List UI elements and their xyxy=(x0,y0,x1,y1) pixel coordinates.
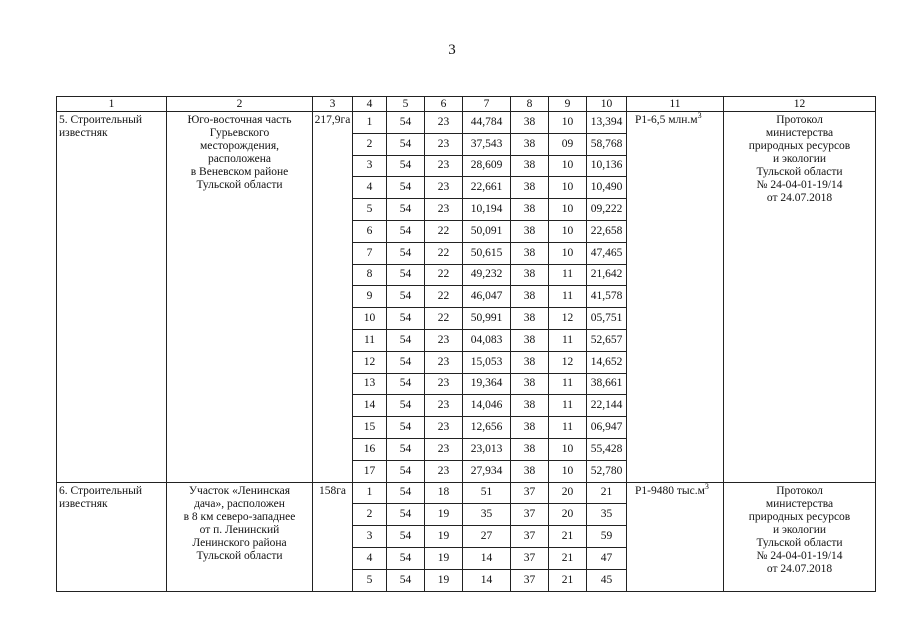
coordinate-cell: 38 xyxy=(511,264,549,286)
resource-estimate xyxy=(627,482,724,591)
deposit-location-line: в 8 км северо-западнее xyxy=(183,510,296,523)
coordinate-cell: 4 xyxy=(353,547,387,569)
table-body xyxy=(57,112,876,592)
coordinate-cell: 10 xyxy=(549,242,587,264)
coordinate-cell: 54 xyxy=(387,220,425,242)
header-cell: 9 xyxy=(549,97,587,112)
coordinate-cell: 38 xyxy=(511,308,549,330)
coordinate-cell: 54 xyxy=(387,351,425,373)
coordinate-cell: 38 xyxy=(511,460,549,482)
coordinate-cell: 46,047 xyxy=(463,286,511,308)
deposit-area xyxy=(313,482,353,591)
coordinate-cell: 54 xyxy=(387,438,425,460)
coordinate-cell: 10 xyxy=(549,199,587,221)
deposit-location-line: Гурьевского xyxy=(209,127,270,139)
coordinate-cell: 51 xyxy=(463,482,511,504)
table-row xyxy=(57,482,876,504)
coordinate-cell: 11 xyxy=(549,373,587,395)
deposit-location-line: расположена xyxy=(207,153,272,165)
protocol-reference-line: министерства xyxy=(765,127,834,139)
coordinate-cell: 05,751 xyxy=(587,308,627,330)
protocol-reference-line: и экологии xyxy=(772,153,827,165)
coordinate-cell: 20 xyxy=(549,504,587,526)
protocol-reference-line: природных ресурсов xyxy=(748,140,851,152)
coordinate-cell: 54 xyxy=(387,395,425,417)
header-row xyxy=(57,97,876,112)
coordinate-cell: 10,490 xyxy=(587,177,627,199)
coordinate-cell: 11 xyxy=(549,395,587,417)
coordinate-cell: 12 xyxy=(549,308,587,330)
protocol-reference-line: Тульской области xyxy=(756,536,843,549)
coordinate-cell: 11 xyxy=(549,286,587,308)
resource-estimate-text: Р1-9480 тыс.м xyxy=(635,484,705,497)
coordinate-cell: 10,194 xyxy=(463,199,511,221)
coordinate-cell: 54 xyxy=(387,264,425,286)
mineral-name xyxy=(57,482,167,591)
coordinate-cell: 58,768 xyxy=(587,133,627,155)
deposit-location-line: от п. Ленинский xyxy=(199,523,280,536)
coordinate-cell: 38 xyxy=(511,417,549,439)
coordinate-cell: 27,934 xyxy=(463,460,511,482)
coordinate-cell: 54 xyxy=(387,460,425,482)
coordinate-cell: 21,642 xyxy=(587,264,627,286)
coordinate-cell: 04,083 xyxy=(463,329,511,351)
coordinate-cell: 28,609 xyxy=(463,155,511,177)
coordinate-cell: 11 xyxy=(549,329,587,351)
coordinate-cell: 54 xyxy=(387,177,425,199)
coordinate-cell: 12 xyxy=(549,351,587,373)
coordinate-cell: 11 xyxy=(353,329,387,351)
coordinate-cell: 5 xyxy=(353,569,387,591)
coordinate-cell: 54 xyxy=(387,242,425,264)
coordinate-cell: 1 xyxy=(353,482,387,504)
deposit-location-line: Тульской области xyxy=(196,179,283,191)
coordinate-cell: 14,652 xyxy=(587,351,627,373)
coordinate-cell: 23 xyxy=(425,199,463,221)
header-cell: 4 xyxy=(353,97,387,112)
resource-estimate-unit-power: 3 xyxy=(697,111,702,121)
header-cell: 8 xyxy=(511,97,549,112)
coordinate-cell: 38 xyxy=(511,438,549,460)
coordinate-cell: 23 xyxy=(425,460,463,482)
deposit-location-line: месторождения, xyxy=(200,140,279,152)
coordinate-cell: 22 xyxy=(425,242,463,264)
coordinate-cell: 54 xyxy=(387,526,425,548)
coordinate-cell: 10 xyxy=(549,220,587,242)
coordinate-cell: 14 xyxy=(463,569,511,591)
coordinate-cell: 19 xyxy=(425,526,463,548)
coordinate-cell: 38 xyxy=(511,199,549,221)
protocol-reference-line: № 24-04-01-19/14 xyxy=(756,179,843,191)
protocol-reference-line: от 24.07.2018 xyxy=(766,562,833,575)
coordinate-cell: 23 xyxy=(425,395,463,417)
deposit-location-line: в Веневском районе xyxy=(190,166,289,178)
coordinate-cell: 3 xyxy=(353,155,387,177)
coordinate-cell: 21 xyxy=(549,526,587,548)
coordinate-cell: 15 xyxy=(353,417,387,439)
coordinate-cell: 37 xyxy=(511,569,549,591)
coordinate-cell: 09 xyxy=(549,133,587,155)
coordinate-cell: 19 xyxy=(425,569,463,591)
coordinate-cell: 54 xyxy=(387,569,425,591)
protocol-reference xyxy=(724,482,876,591)
coordinate-cell: 12,656 xyxy=(463,417,511,439)
coordinate-cell: 23 xyxy=(425,177,463,199)
coordinate-cell: 35 xyxy=(587,504,627,526)
coordinate-cell: 21 xyxy=(549,547,587,569)
coordinate-cell: 14 xyxy=(353,395,387,417)
header-cell: 10 xyxy=(587,97,627,112)
coordinate-cell: 52,657 xyxy=(587,329,627,351)
header-cell: 2 xyxy=(167,97,313,112)
coordinate-cell: 50,615 xyxy=(463,242,511,264)
coordinate-cell: 22,661 xyxy=(463,177,511,199)
coordinate-cell: 47 xyxy=(587,547,627,569)
protocol-reference-line: Протокол xyxy=(776,114,823,126)
coordinate-cell: 37 xyxy=(511,504,549,526)
coordinate-cell: 5 xyxy=(353,199,387,221)
deposit-location-line: Тульской области xyxy=(196,549,283,562)
mineral-name xyxy=(57,112,167,483)
protocol-reference-line: от 24.07.2018 xyxy=(766,192,833,204)
table-row xyxy=(57,112,876,134)
header-cell: 7 xyxy=(463,97,511,112)
coordinate-cell: 37 xyxy=(511,482,549,504)
coordinate-cell: 19 xyxy=(425,547,463,569)
coordinate-cell: 4 xyxy=(353,177,387,199)
coordinate-cell: 23 xyxy=(425,155,463,177)
coordinate-cell: 54 xyxy=(387,482,425,504)
coordinate-cell: 52,780 xyxy=(587,460,627,482)
coordinate-cell: 55,428 xyxy=(587,438,627,460)
protocol-reference-line: Протокол xyxy=(776,484,823,497)
coordinate-cell: 6 xyxy=(353,220,387,242)
coordinate-cell: 22 xyxy=(425,308,463,330)
coordinate-cell: 15,053 xyxy=(463,351,511,373)
deposit-location-line: Участок «Ленинская xyxy=(188,484,291,497)
coordinate-cell: 23 xyxy=(425,112,463,134)
header-cell: 1 xyxy=(57,97,167,112)
coordinate-cell: 35 xyxy=(463,504,511,526)
coordinate-cell: 54 xyxy=(387,308,425,330)
coordinate-cell: 59 xyxy=(587,526,627,548)
deposit-location xyxy=(167,112,313,483)
deposit-area-line: га xyxy=(336,484,347,497)
coordinate-cell: 49,232 xyxy=(463,264,511,286)
protocol-reference-line: природных ресурсов xyxy=(748,510,851,523)
coordinate-cell: 13,394 xyxy=(587,112,627,134)
header-cell: 6 xyxy=(425,97,463,112)
deposit-area-line: 217,9 xyxy=(314,114,341,126)
coordinate-cell: 23 xyxy=(425,417,463,439)
mineral-name-line: 5. Строительный xyxy=(59,114,142,126)
coordinate-cell: 38 xyxy=(511,286,549,308)
coordinate-cell: 38 xyxy=(511,177,549,199)
mineral-name-line: известняк xyxy=(59,497,108,510)
coordinate-cell: 38,661 xyxy=(587,373,627,395)
coordinate-cell: 13 xyxy=(353,373,387,395)
coordinate-cell: 09,222 xyxy=(587,199,627,221)
coordinate-cell: 38 xyxy=(511,351,549,373)
coordinate-cell: 14 xyxy=(463,547,511,569)
coordinate-cell: 10 xyxy=(353,308,387,330)
page-number: 3 xyxy=(448,42,456,58)
coordinate-cell: 54 xyxy=(387,547,425,569)
coordinate-cell: 22,144 xyxy=(587,395,627,417)
resource-estimate xyxy=(627,112,724,483)
header-cell: 5 xyxy=(387,97,425,112)
coordinate-cell: 54 xyxy=(387,417,425,439)
coordinate-cell: 38 xyxy=(511,329,549,351)
coordinate-cell: 22 xyxy=(425,220,463,242)
coordinate-cell: 7 xyxy=(353,242,387,264)
deposit-area xyxy=(313,112,353,483)
coordinate-cell: 38 xyxy=(511,220,549,242)
coordinate-cell: 41,578 xyxy=(587,286,627,308)
mineral-name-line: 6. Строительный xyxy=(59,484,142,497)
coordinate-cell: 38 xyxy=(511,112,549,134)
header-cell: 3 xyxy=(313,97,353,112)
coordinate-cell: 18 xyxy=(425,482,463,504)
header-cell: 12 xyxy=(724,97,876,112)
coordinate-cell: 54 xyxy=(387,504,425,526)
mineral-name-line: известняк xyxy=(59,127,108,139)
deposit-location xyxy=(167,482,313,591)
coordinate-cell: 37 xyxy=(511,526,549,548)
header-cell: 11 xyxy=(627,97,724,112)
deposits-table xyxy=(56,96,876,592)
deposit-location-line: дача», расположен xyxy=(194,497,285,510)
coordinate-cell: 47,465 xyxy=(587,242,627,264)
deposit-location-line: Ленинского района xyxy=(192,536,287,549)
coordinate-cell: 38 xyxy=(511,242,549,264)
coordinate-cell: 22 xyxy=(425,286,463,308)
coordinate-cell: 44,784 xyxy=(463,112,511,134)
coordinate-cell: 38 xyxy=(511,395,549,417)
coordinate-cell: 23,013 xyxy=(463,438,511,460)
coordinate-cell: 22 xyxy=(425,264,463,286)
coordinate-cell: 21 xyxy=(587,482,627,504)
coordinate-cell: 2 xyxy=(353,133,387,155)
coordinate-cell: 27 xyxy=(463,526,511,548)
coordinate-cell: 8 xyxy=(353,264,387,286)
coordinate-cell: 23 xyxy=(425,373,463,395)
coordinate-cell: 23 xyxy=(425,351,463,373)
coordinate-cell: 16 xyxy=(353,438,387,460)
coordinate-cell: 10 xyxy=(549,177,587,199)
coordinate-cell: 3 xyxy=(353,526,387,548)
coordinate-cell: 54 xyxy=(387,155,425,177)
coordinate-cell: 54 xyxy=(387,133,425,155)
protocol-reference-line: № 24-04-01-19/14 xyxy=(756,549,843,562)
coordinate-cell: 50,991 xyxy=(463,308,511,330)
coordinate-cell: 10 xyxy=(549,460,587,482)
coordinate-cell: 19 xyxy=(425,504,463,526)
coordinate-cell: 23 xyxy=(425,133,463,155)
coordinate-cell: 12 xyxy=(353,351,387,373)
coordinate-cell: 45 xyxy=(587,569,627,591)
coordinate-cell: 21 xyxy=(549,569,587,591)
coordinate-cell: 17 xyxy=(353,460,387,482)
coordinate-cell: 38 xyxy=(511,155,549,177)
coordinate-cell: 14,046 xyxy=(463,395,511,417)
coordinate-cell: 37 xyxy=(511,547,549,569)
coordinate-cell: 1 xyxy=(353,112,387,134)
deposit-area-line: 158 xyxy=(318,484,337,497)
resource-estimate-text: Р1-6,5 млн.м xyxy=(635,114,698,126)
protocol-reference-line: и экологии xyxy=(772,523,827,536)
coordinate-cell: 06,947 xyxy=(587,417,627,439)
coordinate-cell: 38 xyxy=(511,373,549,395)
deposit-location-line: Юго-восточная часть xyxy=(187,114,292,126)
coordinate-cell: 11 xyxy=(549,417,587,439)
coordinate-cell: 10,136 xyxy=(587,155,627,177)
resource-estimate-unit-power: 3 xyxy=(704,481,709,491)
coordinate-cell: 10 xyxy=(549,438,587,460)
coordinate-cell: 54 xyxy=(387,112,425,134)
deposit-area-line: га xyxy=(340,114,351,126)
coordinate-cell: 54 xyxy=(387,373,425,395)
coordinate-cell: 50,091 xyxy=(463,220,511,242)
coordinate-cell: 11 xyxy=(549,264,587,286)
protocol-reference-line: министерства xyxy=(765,497,834,510)
coordinate-cell: 38 xyxy=(511,133,549,155)
coordinate-cell: 22,658 xyxy=(587,220,627,242)
protocol-reference-line: Тульской области xyxy=(756,166,843,178)
coordinate-cell: 37,543 xyxy=(463,133,511,155)
coordinate-cell: 23 xyxy=(425,329,463,351)
coordinate-cell: 20 xyxy=(549,482,587,504)
coordinate-cell: 10 xyxy=(549,155,587,177)
coordinate-cell: 2 xyxy=(353,504,387,526)
coordinate-cell: 9 xyxy=(353,286,387,308)
coordinate-cell: 54 xyxy=(387,286,425,308)
coordinate-cell: 19,364 xyxy=(463,373,511,395)
coordinate-cell: 54 xyxy=(387,199,425,221)
coordinate-cell: 54 xyxy=(387,329,425,351)
coordinate-cell: 23 xyxy=(425,438,463,460)
coordinate-cell: 10 xyxy=(549,112,587,134)
protocol-reference xyxy=(724,112,876,483)
